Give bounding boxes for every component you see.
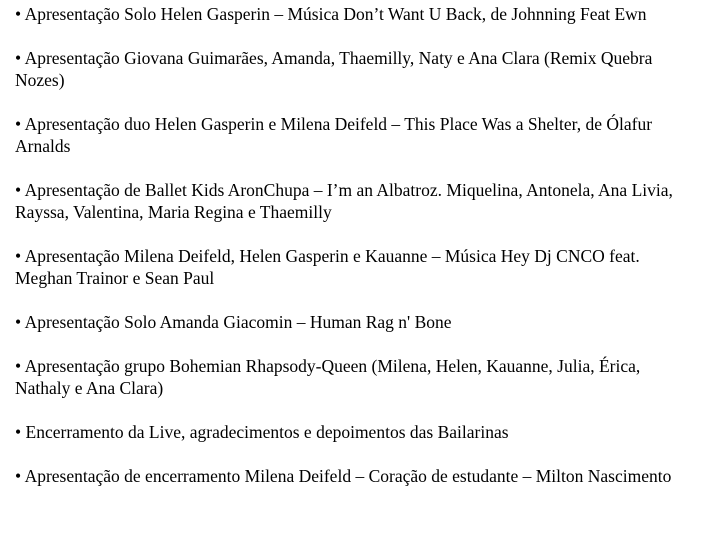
- list-item-text: Apresentação Giovana Guimarães, Amanda, Thaemilly, Naty e Ana Clara (Remix Quebra Nozes): [15, 48, 653, 90]
- bullet-marker: •: [15, 356, 22, 376]
- bullet-marker: •: [15, 312, 22, 332]
- list-item-text: Apresentação Milena Deifeld, Helen Gasperin e Kauanne – Música Hey Dj CNCO feat. Meghan Trainor e Sean Paul: [15, 246, 640, 288]
- list-item: [15, 465, 699, 487]
- bullet-marker: •: [15, 180, 22, 200]
- list-item: [15, 113, 699, 157]
- bullet-marker: •: [15, 422, 22, 442]
- bullet-marker: •: [15, 246, 22, 266]
- document-body: [15, 3, 699, 487]
- bullet-marker: •: [15, 4, 22, 24]
- list-item: [15, 311, 699, 333]
- list-item-text: Apresentação Solo Helen Gasperin – Música Don’t Want U Back, de Johnning Feat Ewn: [24, 4, 647, 24]
- list-item: [15, 421, 699, 443]
- list-item: [15, 179, 699, 223]
- list-item-text: Apresentação de encerramento Milena Deifeld – Coração de estudante – Milton Nascimento: [24, 466, 672, 486]
- list-item: [15, 245, 699, 289]
- list-item-text: Apresentação duo Helen Gasperin e Milena Deifeld – This Place Was a Shelter, de Ólafur Arnalds: [15, 114, 653, 156]
- list-item: [15, 3, 699, 25]
- list-item-text: Apresentação grupo Bohemian Rhapsody-Queen (Milena, Helen, Kauanne, Julia, Érica, Nathaly e Ana Clara): [15, 356, 641, 398]
- bullet-marker: •: [15, 48, 22, 68]
- list-item: [15, 355, 699, 399]
- bullet-marker: •: [15, 114, 22, 134]
- list-item-text: Apresentação de Ballet Kids AronChupa – I’m an Albatroz. Miquelina, Antonela, Ana Livia, Rayssa, Valentina, Maria Regina e Thaemilly: [15, 180, 673, 222]
- bullet-marker: •: [15, 466, 22, 486]
- list-item-text: Apresentação Solo Amanda Giacomin – Human Rag n' Bone: [24, 312, 452, 332]
- list-item-text: Encerramento da Live, agradecimentos e depoimentos das Bailarinas: [25, 422, 509, 442]
- list-item: [15, 47, 699, 91]
